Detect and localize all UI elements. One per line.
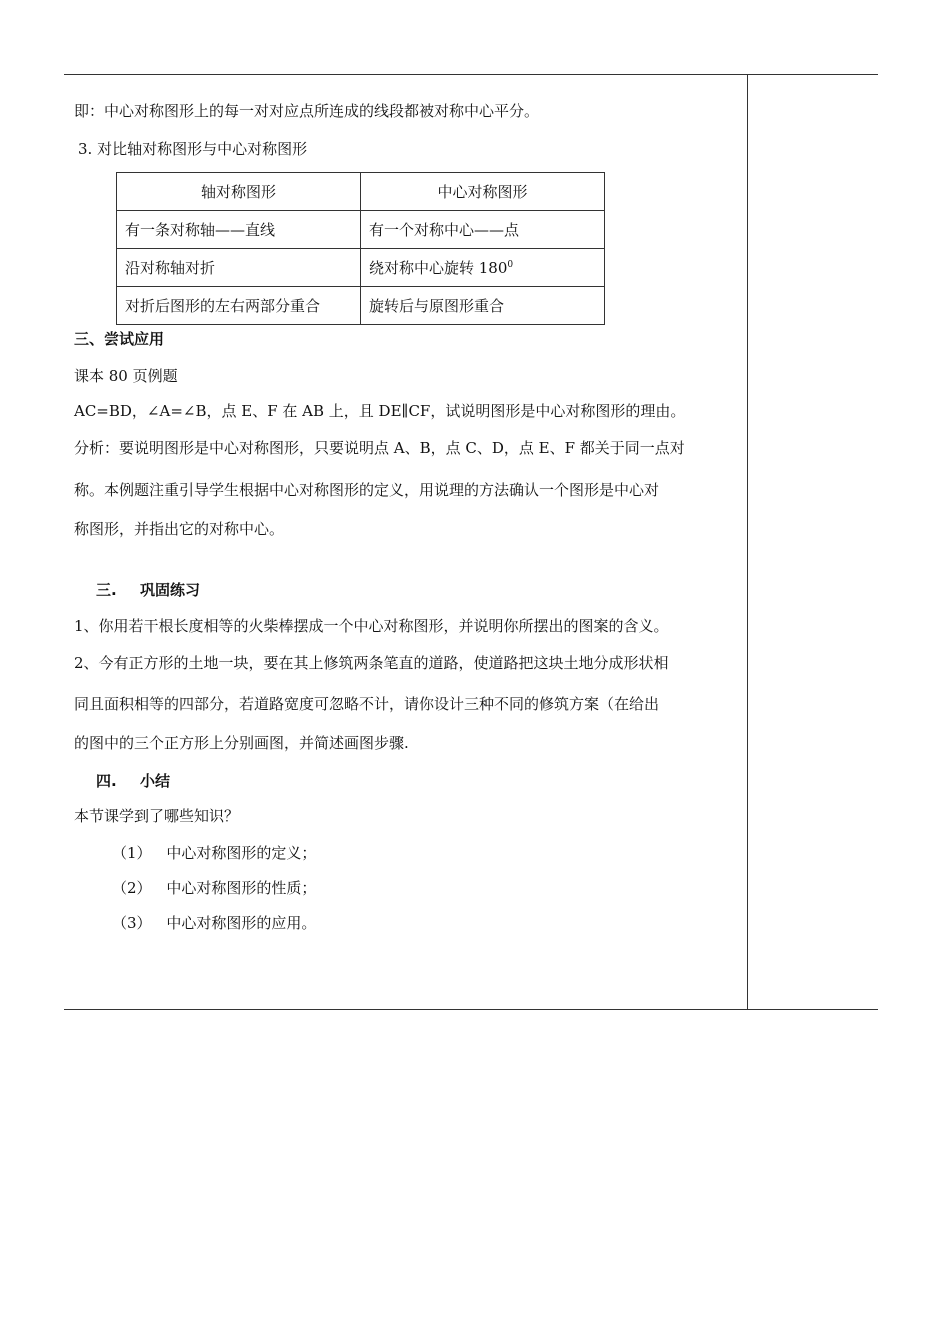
practice-line-4: 的图中的三个正方形上分别画图，并简述画图步骤. [74,734,409,752]
table-header-row [117,173,605,211]
table-cell: 沿对称轴对折 [117,249,361,287]
practice-line-3: 同且面积相等的四部分，若道路宽度可忽略不计，请你设计三种不同的修筑方案（在给出 [74,695,660,713]
table-row [117,211,605,249]
section-practice-heading [96,580,200,600]
comparison-table [116,172,605,325]
table-header-axial: 轴对称图形 [117,173,361,211]
analysis-line-2: 称。本例题注重引导学生根据中心对称图形的定义，用说理的方法确认一个图形是中心对 [74,481,660,499]
table-row [117,287,605,325]
summary-item-1 [112,843,316,863]
section-practice-text: 巩固练习 [139,581,200,599]
table-header-central: 中心对称图形 [361,173,605,211]
column-divider [747,74,748,1009]
table-cell: 有一个对称中心——点 [361,211,605,249]
analysis-line-1: 分析：要说明图形是中心对称图形，只要说明点 A、B，点 C、D，点 E、F 都关于同一点对 [74,439,685,457]
summary-item-3 [112,913,316,933]
summary-item-text: 中心对称图形的性质； [166,879,317,897]
summary-item-num: （1） [112,844,152,862]
table-cell-rotation [361,249,605,287]
practice-line-1: 1、你用若干根长度相等的火柴棒摆成一个中心对称图形，并说明你所摆出的图案的含义。 [74,617,669,635]
practice-line-2: 2、今有正方形的土地一块，要在其上修筑两条笔直的道路，使道路把这块土地分成形状相 [74,654,669,672]
table-cell: 对折后图形的左右两部分重合 [117,287,361,325]
bottom-rule [64,1009,878,1010]
summary-item-text: 中心对称图形的应用。 [166,914,317,932]
summary-item-num: （3） [112,914,152,932]
compare-title: 3. 对比轴对称图形与中心对称图形 [78,140,308,158]
table-cell: 有一条对称轴——直线 [117,211,361,249]
section-practice-num: 三. [96,581,117,599]
section-summary-heading [96,771,170,791]
summary-item-2 [112,878,316,898]
summary-item-num: （2） [112,879,152,897]
table-cell: 旋转后与原图形重合 [361,287,605,325]
analysis-line-3: 称图形，并指出它的对称中心。 [74,520,285,538]
problem-statement: AC=BD，∠A=∠B，点 E、F 在 AB 上，且 DE∥CF，试说明图形是中心对称图形的理由。 [74,402,686,420]
rotation-text: 绕对称中心旋转 180 [369,259,508,277]
example-ref: 课本 80 页例题 [74,367,178,385]
intro-line: 即：中心对称图形上的每一对对应点所连成的线段都被对称中心平分。 [74,102,540,120]
section-apply-heading: 三、尝试应用 [74,330,165,348]
section-summary-num: 四. [96,772,117,790]
section-summary-text: 小结 [139,772,170,790]
degree-mark: 0 [507,260,514,270]
table-row [117,249,605,287]
top-rule [64,74,878,75]
summary-item-text: 中心对称图形的定义； [166,844,317,862]
summary-question: 本节课学到了哪些知识？ [74,807,240,825]
